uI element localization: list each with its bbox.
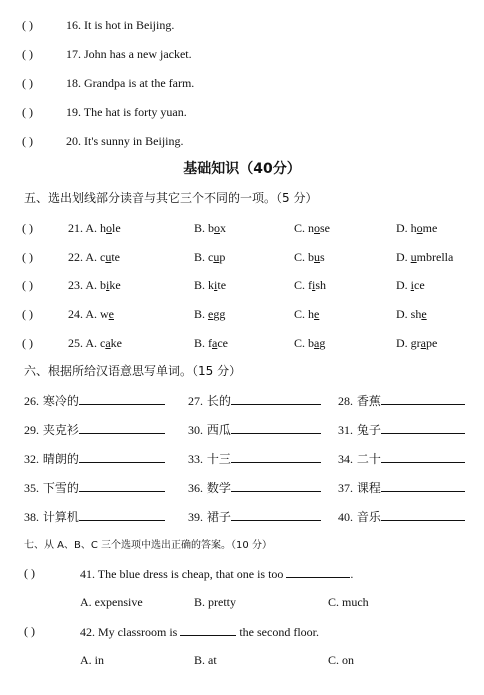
answer-paren[interactable]: ( ) [24,624,35,638]
item-number: 26. [24,394,39,408]
underlined-letter: e [314,307,320,321]
option-b [194,249,225,265]
option-text: 21. A. h [68,221,107,235]
answer-blank[interactable] [231,508,321,521]
item-number: 30. [188,423,203,437]
option-c [294,306,319,322]
option-text: le [112,221,121,235]
answer-blank[interactable] [381,450,465,463]
vocab-item [188,450,321,467]
tf-item: 20. It's sunny in Beijing. [66,134,184,148]
option-text: D. [396,278,411,292]
option-b [194,277,226,293]
chinese-word: 寒冷的 [42,394,79,408]
underlined-letter: e [208,307,214,321]
chinese-word: 香蕉 [356,394,381,408]
vocab-item [24,508,165,525]
item-number: 40. [338,510,353,524]
option-text: ke [110,336,122,350]
underlined-letter: o [106,221,113,235]
tf-item: 18. Grandpa is at the farm. [66,76,195,90]
section6-title: 六、根据所给汉语意思写单词。（15 分） [24,364,242,378]
option-a [68,335,122,351]
underlined-letter: u [314,250,321,264]
question-text [80,565,353,582]
answer-paren[interactable]: ( ) [22,278,33,292]
underlined-letter: a [212,336,218,350]
option-c[interactable]: C. on [328,653,355,667]
answer-blank[interactable] [381,508,465,521]
item-number: 37. [338,481,353,495]
vocab-item [24,392,165,409]
option-b [194,220,226,236]
option-text: 23. A. b [68,278,107,292]
underlined-letter: a [105,336,111,350]
option-d [396,306,427,322]
option-text: C. b [294,336,315,350]
option-d [396,335,437,351]
question-stem: 42. My classroom is [80,625,178,639]
option-b[interactable]: B. pretty [194,595,236,609]
chinese-word: 课程 [356,481,381,495]
option-text: B. b [194,221,215,235]
answer-paren[interactable]: ( ) [22,250,33,264]
answer-paren[interactable]: ( ) [22,336,33,350]
vocab-item [24,421,165,438]
answer-blank[interactable] [180,623,236,636]
answer-blank[interactable] [79,508,165,521]
chinese-word: 裙子 [206,510,231,524]
option-text: C. b [294,250,315,264]
chinese-word: 兔子 [356,423,381,437]
answer-paren[interactable]: ( ) [24,566,35,580]
option-text: B. k [194,278,215,292]
option-text: s [320,250,325,264]
chinese-word: 下雪的 [42,481,79,495]
option-text: B. f [194,336,212,350]
answer-blank[interactable] [231,392,321,405]
underlined-letter: e [421,307,427,321]
chinese-word: 音乐 [356,510,381,524]
underlined-letter: i [410,278,415,292]
underlined-letter: i [214,278,218,292]
vocab-item [338,508,465,525]
answer-paren[interactable]: ( ) [22,47,33,61]
vocab-item [188,479,321,496]
tf-item: 16. It is hot in Beijing. [66,18,175,32]
option-text: B. c [194,250,214,264]
tf-item: 19. The hat is forty yuan. [66,105,187,119]
section5-title: 五、选出划线部分读音与其它三个不同的一项。（5 分） [24,191,318,205]
option-a[interactable]: A. expensive [80,595,143,609]
item-number: 35. [24,481,39,495]
answer-blank[interactable] [231,421,321,434]
basic-knowledge-title: 基础知识（40分） [183,161,301,177]
question-stem: 41. The blue dress is cheap, that one is too [80,567,284,581]
answer-paren[interactable]: ( ) [22,221,33,235]
option-text: D. sh [396,307,422,321]
vocab-item [188,508,321,525]
chinese-word: 十三 [206,452,231,466]
answer-paren[interactable]: ( ) [22,76,33,90]
option-a [68,277,121,293]
option-a [68,220,121,236]
item-number: 33. [188,452,203,466]
underlined-letter: u [410,250,417,264]
section7-title: 七、从 A、B、C 三个选项中选出正确的答案。（10 分） [24,540,272,551]
answer-blank[interactable] [381,421,465,434]
vocab-item [338,450,465,467]
answer-blank[interactable] [381,392,465,405]
underlined-letter: a [314,336,320,350]
answer-blank[interactable] [286,565,350,578]
option-a [68,306,114,322]
chinese-word: 晴朗的 [42,452,79,466]
vocab-item [338,392,465,409]
option-text: se [320,221,331,235]
option-c [294,277,326,293]
option-text: D. h [396,221,417,235]
answer-paren[interactable]: ( ) [22,307,33,321]
item-number: 31. [338,423,353,437]
underlined-letter: i [106,278,110,292]
vocab-item [188,392,321,409]
option-text: D. [396,250,411,264]
chinese-word: 数学 [206,481,231,495]
tf-item: 17. John has a new jacket. [66,47,192,61]
answer-paren[interactable]: ( ) [22,18,33,32]
option-text: sh [315,278,327,292]
option-text: C. h [294,307,315,321]
option-b [194,335,228,351]
underlined-letter: u [213,250,220,264]
question-text [80,623,319,640]
option-text: ce [414,278,425,292]
option-text: 22. A. c [68,250,106,264]
question-tail: the second floor. [239,625,319,639]
option-c [294,249,325,265]
option-b[interactable]: B. at [194,653,217,667]
option-text: ce [217,336,228,350]
option-text: te [217,278,227,292]
item-number: 39. [188,510,203,524]
chinese-word: 计算机 [42,510,79,524]
answer-blank[interactable] [79,479,165,492]
vocab-item [338,479,465,496]
option-text: 25. A. c [68,336,106,350]
option-text: gg [213,307,226,321]
option-text: me [422,221,438,235]
option-c [294,335,325,351]
item-number: 34. [338,452,353,466]
option-d [396,249,453,265]
chinese-word: 长的 [206,394,231,408]
option-c [294,220,330,236]
underlined-letter: o [214,221,221,235]
item-number: 36. [188,481,203,495]
answer-paren[interactable]: ( ) [22,134,33,148]
chinese-word: 夹克衫 [42,423,79,437]
underlined-letter: e [108,307,114,321]
item-number: 27. [188,394,203,408]
option-text: g [319,336,326,350]
vocab-item [188,421,321,438]
answer-blank[interactable] [231,479,321,492]
option-a [68,249,120,265]
option-text: C. f [294,278,312,292]
underlined-letter: o [416,221,423,235]
option-c[interactable]: C. much [328,595,369,609]
answer-blank[interactable] [381,479,465,492]
answer-paren[interactable]: ( ) [22,105,33,119]
question-tail: . [350,567,354,581]
answer-blank[interactable] [231,450,321,463]
answer-blank[interactable] [79,421,165,434]
option-text: B. [194,307,209,321]
vocab-item [24,479,165,496]
item-number: 28. [338,394,353,408]
option-d [396,220,437,236]
option-text: ke [109,278,121,292]
chinese-word: 西瓜 [206,423,231,437]
option-b [194,306,225,322]
item-number: 32. [24,452,39,466]
item-number: 38. [24,510,39,524]
option-text: mbrella [416,250,454,264]
underlined-letter: a [420,336,426,350]
option-text: D. gr [396,336,421,350]
option-text: 24. A. w [68,307,109,321]
vocab-item [338,421,465,438]
item-number: 29. [24,423,39,437]
answer-blank[interactable] [79,450,165,463]
option-text: C. n [294,221,315,235]
underlined-letter: o [314,221,321,235]
option-text: te [111,250,121,264]
option-a[interactable]: A. in [80,653,104,667]
option-d [396,277,425,293]
vocab-item [24,450,165,467]
underlined-letter: i [312,278,316,292]
chinese-word: 二十 [356,452,381,466]
option-text: p [219,250,226,264]
option-text: x [220,221,227,235]
answer-blank[interactable] [79,392,165,405]
option-text: pe [426,336,438,350]
underlined-letter: u [105,250,112,264]
